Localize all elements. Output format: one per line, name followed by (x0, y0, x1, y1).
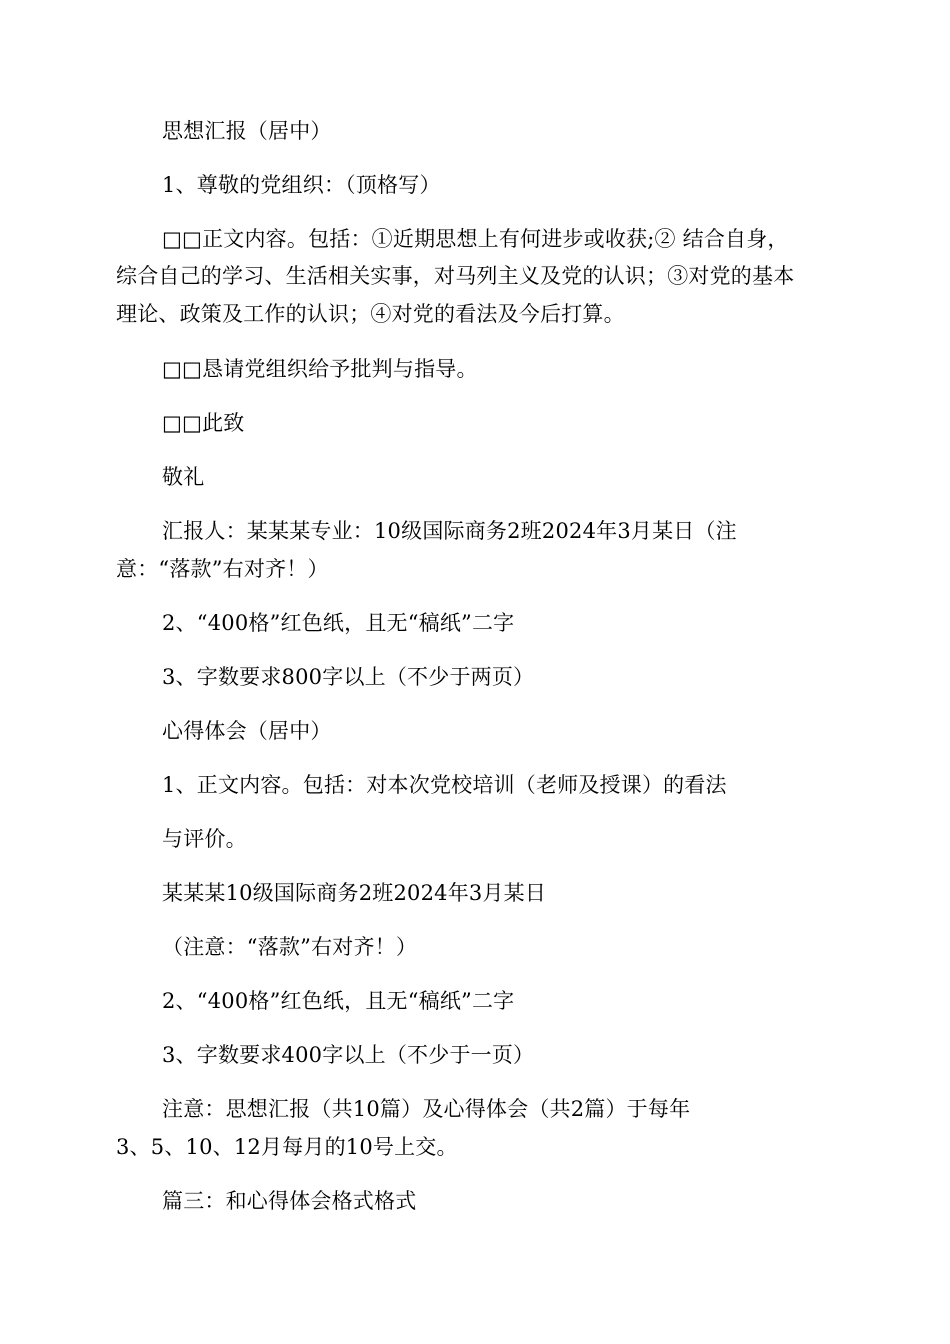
paragraph-body-content-cont: 理论、政策及工作的认识；④对党的看法及今后打算。 (116, 302, 625, 326)
paragraph-signature-cont: 意：“落款”右对齐！） (116, 557, 329, 581)
paragraph-submission-note-cont: 3、5、10、12月每月的10号上交。 (116, 1135, 458, 1159)
paragraph-experience-content: 1、正文内容。包括：对本次党校培训（老师及授课）的看法 (162, 773, 727, 797)
paragraph-signature: 汇报人：某某某专业：10级国际商务2班2024年3月某日（注 (162, 519, 737, 543)
paragraph-submission-note: 注意：思想汇报（共10篇）及心得体会（共2篇）于每年 (162, 1097, 691, 1121)
paragraph-experience-content-cont: 与评价。 (162, 827, 247, 851)
paragraph-body-content-cont: 综合自己的学习、生活相关实事，对马列主义及党的认识；③对党的基本 (116, 264, 795, 288)
paragraph-paper-requirement-2: 2、“400格”红色纸，且无“稿纸”二字 (162, 989, 515, 1013)
paragraph-paper-requirement: 2、“400格”红色纸，且无“稿纸”二字 (162, 611, 515, 635)
heading-experience: 心得体会（居中） (162, 719, 332, 743)
paragraph-body-content: □□正文内容。包括：①近期思想上有何进步或收获;② 结合自身， (162, 227, 789, 251)
paragraph-salute: 敬礼 (162, 465, 205, 489)
heading-thought-report: 思想汇报（居中） (162, 119, 332, 143)
paragraph-alignment-note: （注意：“落款”右对齐！） (162, 935, 418, 959)
heading-section-three: 篇三：和心得体会格式格式 (162, 1189, 417, 1213)
paragraph-word-count-2: 3、字数要求400字以上（不少于一页） (162, 1043, 535, 1067)
paragraph-experience-signature: 某某某10级国际商务2班2024年3月某日 (162, 881, 547, 905)
paragraph-request: □□恳请党组织给予批判与指导。 (162, 357, 478, 381)
paragraph-closing: □□此致 (162, 411, 245, 435)
paragraph-salutation: 1、尊敬的党组织：（顶格写） (162, 173, 441, 197)
paragraph-word-count: 3、字数要求800字以上（不少于两页） (162, 665, 535, 689)
